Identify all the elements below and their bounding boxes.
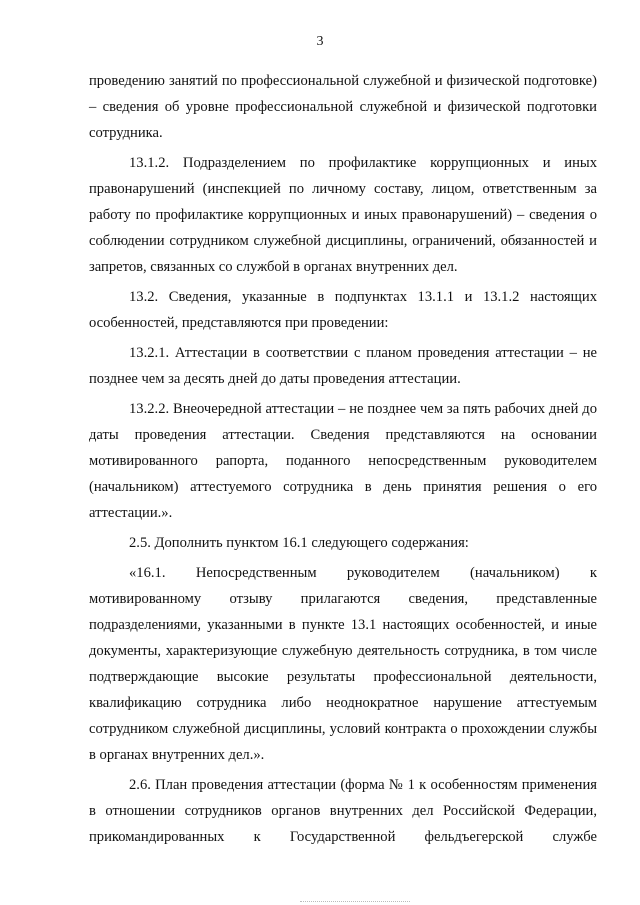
paragraph-2-5: 2.5. Дополнить пунктом 16.1 следующего содержания: bbox=[129, 535, 469, 551]
paragraph-13-1-2: 13.1.2. Подразделением по профилактике коррупционных и иных правонарушений (инспекцией по личному составу, лицом, ответственным за работу по профилактике коррупционных и иных правонарушений) – сведения о соблюдении сотрудником служебной дисциплины, ограничений, обязанностей и запретов, связанных со службой в органах внутренних дел. bbox=[89, 155, 597, 275]
paragraph-13-2-1: 13.2.1. Аттестации в соответствии с планом проведения аттестации – не позднее чем за десять дней до даты проведения аттестации. bbox=[89, 345, 597, 387]
document-body bbox=[89, 68, 597, 854]
paragraph-13-2-2: 13.2.2. Внеочередной аттестации – не позднее чем за пять рабочих дней до даты проведения аттестации. Сведения представляются на основании мотивированного рапорта, поданного непосредственным руководителем (начальником) аттестуемого сотрудника в день принятия решения о его аттестации.». bbox=[89, 401, 597, 521]
paragraph-2-6: 2.6. План проведения аттестации (форма № 1 к особенностям применения в отношении сотрудников органов внутренних дел Российской Федерации, прикомандированных к Государственной фельдъегерской службе bbox=[89, 777, 597, 845]
paragraph-16-1: «16.1. Непосредственным руководителем (начальником) к мотивированному отзыву прилагаются сведения, представленные подразделениями, указанными в пункте 13.1 настоящих особенностей, и иные документы, характеризующие служебную деятельность сотрудника, в том числе подтверждающие высокие результаты профессиональной деятельности, квалификацию сотрудника либо неоднократное нарушение аттестуемым сотрудником служебной дисциплины, условий контракта о прохождении службы в органах внутренних дел.». bbox=[89, 565, 597, 763]
scan-artifact-line bbox=[300, 901, 410, 903]
paragraph-13-2: 13.2. Сведения, указанные в подпунктах 13.1.1 и 13.1.2 настоящих особенностей, представляются при проведении: bbox=[89, 289, 597, 331]
paragraph-continuation: проведению занятий по профессиональной служебной и физической подготовке) – сведения об уровне профессиональной служебной и физической подготовки сотрудника. bbox=[89, 73, 597, 141]
page-number: 3 bbox=[316, 34, 324, 49]
